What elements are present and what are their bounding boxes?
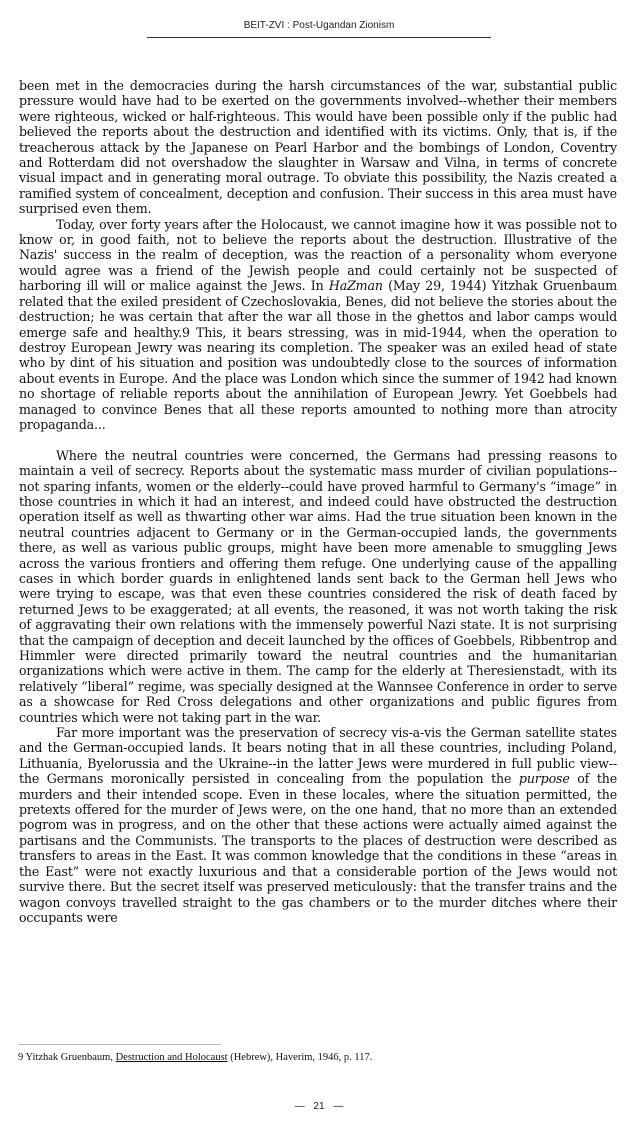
running-header: BEIT-ZVI : Post-Ugandan Zionism [243, 20, 395, 31]
footnote-book-title: Destruction and Holocaust [115, 1052, 228, 1063]
paragraph-neutral-countries: Where the neutral countries were concerned, the Germans had pressing reasons to maintain a veil of secrecy. Reports about the systematic mass murder of civilian populations--not sparing infants, women or the elderly--could have proved harmful to Germany's “image” in those countries in which it had an interest, and indeed could have obstructed the destruction operation itself as well as thwarting other war aims. Had the true situation been known in the neutral countries adjacent to Germany or in the German-occupied lands, the governments there, as well as various public groups, might have been more amenable to smuggling Jews across the various frontiers and offering them refuge. One underlying cause of the appalling cases in which border guards in enlightened lands sent back to the German hell Jews who were trying to escape, was that even these countries considered the risk of death faced by returned Jews to be exaggerated; at all events, the reasoned, it was not worth taking the risk of aggravating their own relations with the immensely powerful Nazi state. It is not surprising that the campaign of deception and deceit launched by the offices of Goebbels, Ribbentrop and Himmler were directed primarily toward the neutral countries and the humanitarian organizations which were active in them. The camp for the elderly at Theresienstadt, with its relatively “liberal” regime, was specially designed at the Wannsee Conference in order to serve as a showcase for Red Cross delegations and other organizations and public figures from countries which were not taking part in the war. [19, 447, 617, 725]
footnote-9 [18, 1052, 618, 1063]
emphasis-purpose: purpose [518, 771, 570, 787]
footnote-details: (Hebrew), Haverim, 1946, p. 117. [227, 1052, 373, 1063]
paragraph-text: (May 29, 1944) Yitzhak Gruenbaum related that the exiled president of Czechoslovakia, Benes, did not believe the stories about the destruction; he was certain that after the war all those in the ghettos and labor camps would emerge safe and healthy.9 This, it bears stressing, was in mid-1944, when the operation to destroy European Jewry was nearing its completion. The speaker was an exiled head of state who by dint of his situation and position was undoubtedly close to the sources of information about events in Europe. And the place was London which since the summer of 1942 had known no shortage of reliable reports about the annihilation of European Jewry. Yet Goebbels had managed to convince Benes that all these reports amounted to nothing more than atrocity propaganda... [19, 278, 618, 432]
newspaper-title: HaZman [328, 278, 383, 294]
paragraph-satellite-states [19, 725, 617, 925]
footnote-divider [18, 1044, 221, 1045]
paragraph-text: Today, over forty years after the Holocaust, we cannot imagine how it was possible not to know or, in good faith, not to believe the reports about the destruction. Illustrative of the Nazis' success in the realm of deception, was the reaction of a personality whom everyone would agree was a friend of the Jewish people and could certainly not be suspected of harboring ill will or malice against the Jews. In [19, 216, 617, 294]
body-text [19, 78, 617, 925]
paragraph-text: of the murders and their intended scope. Even in these locales, where the situation permitted, the pretexts offered for the murder of Jews were, on the one hand, that no more than an extended pogrom was in progress, and on the other that these actions were actually aimed against the partisans and the Communists. The transports to the places of destruction were described as transfers to areas in the East. It was common knowledge that the conditions in these “areas in the East” were not exactly luxurious and that a considerable portion of the Jews would not survive there. But the secret itself was preserved meticulously: that the transfer trains and the wagon convoys travelled straight to the gas chambers or to the murder ditches where their occupants were [19, 771, 617, 925]
paragraph-text: Far more important was the preservation of secrecy vis-a-vis the German satellite states and the German-occupied lands. It bears noting that in all these countries, including Poland, Lithuania, Byelorussia and the Ukraine--in the latter Jews were murdered in full public view--the Germans moronically persisted in concealing from the population the [19, 725, 617, 787]
paragraph-benes [19, 217, 617, 433]
footnote-author: 9 Yitzhak Gruenbaum, [18, 1052, 116, 1063]
paragraph-continuation: been met in the democracies during the harsh circumstances of the war, substantial public pressure would have had to be exerted on the governments involved--whether their members were righteous, wicked or half-righteous. This would have been possible only if the public had believed the reports about the destruction and identified with its victims. Only, that is, if the treacherous attack by the Japanese on Pearl Harbor and the bombings of London, Coventry and Rotterdam did not overshadow the slaughter in Warsaw and Vilna, in terms of concrete visual impact and in generating moral outrage. To obviate this possibility, the Nazis created a ramified system of concealment, deception and confusion. Their success in this area must have surprised even them. [19, 78, 617, 217]
header-divider [147, 37, 491, 38]
page-number: — 21 — [294, 1101, 344, 1112]
